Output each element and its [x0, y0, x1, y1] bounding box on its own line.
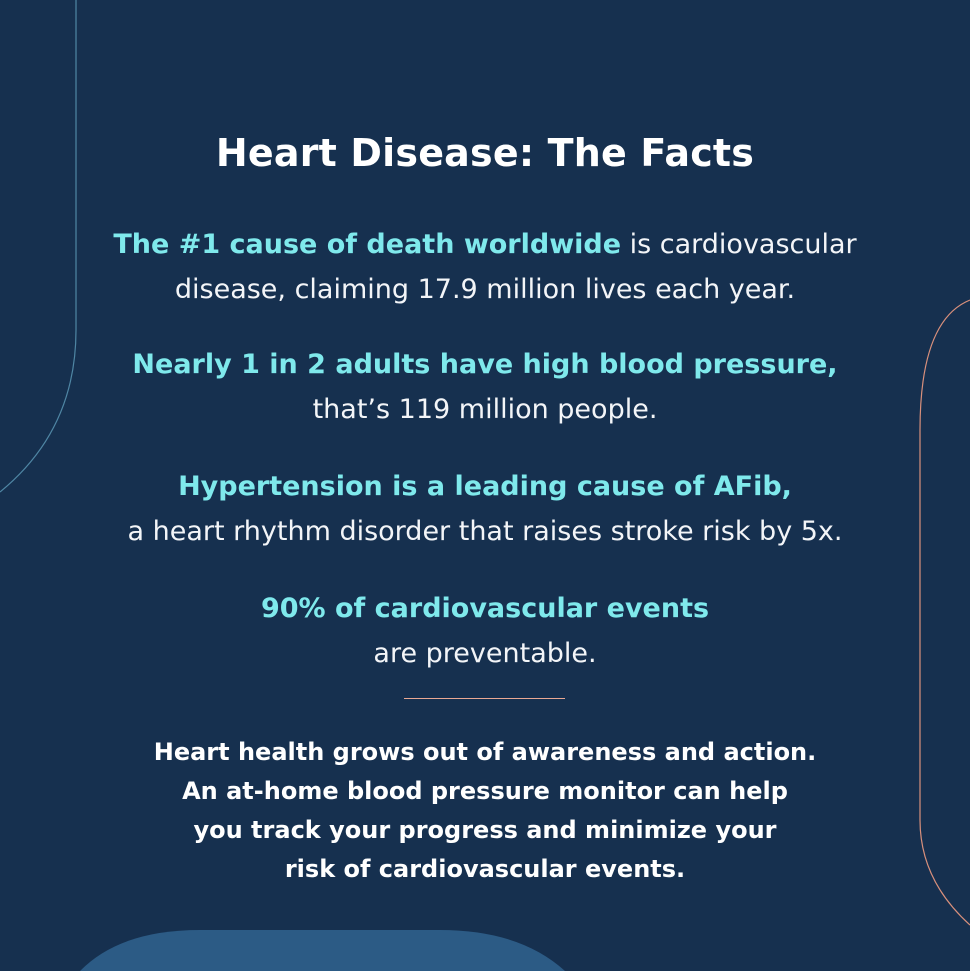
fact-line: a heart rhythm disorder that raises stroke risk by 5x.: [127, 516, 843, 547]
fact-item: [0, 586, 970, 676]
fact-text: is cardiovascular: [621, 229, 857, 260]
closing-line: you track your progress and minimize your: [193, 816, 777, 844]
fact-highlight: 90% of cardiovascular events: [260, 593, 710, 624]
fact-item: [0, 342, 970, 432]
fact-line: that’s 119 million people.: [312, 394, 658, 425]
bottom-blob-decoration: [80, 930, 565, 971]
page-title: Heart Disease: The Facts: [215, 131, 755, 175]
closing-paragraph: [0, 733, 970, 889]
closing-line: Heart health grows out of awareness and action.: [153, 738, 817, 766]
fact-highlight: Hypertension is a leading cause of AFib,: [178, 471, 792, 502]
fact-item: [0, 222, 970, 312]
fact-highlight: Nearly 1 in 2 adults have high blood pressure,: [132, 349, 838, 380]
fact-line: disease, claiming 17.9 million lives each year.: [174, 274, 796, 305]
fact-highlight: The #1 cause of death worldwide: [113, 229, 622, 260]
section-divider: [404, 698, 565, 699]
fact-line: [0, 222, 970, 267]
fact-item: [0, 464, 970, 554]
closing-line: An at-home blood pressure monitor can help: [182, 777, 788, 805]
fact-line: are preventable.: [373, 638, 597, 669]
closing-line: risk of cardiovascular events.: [284, 855, 686, 883]
